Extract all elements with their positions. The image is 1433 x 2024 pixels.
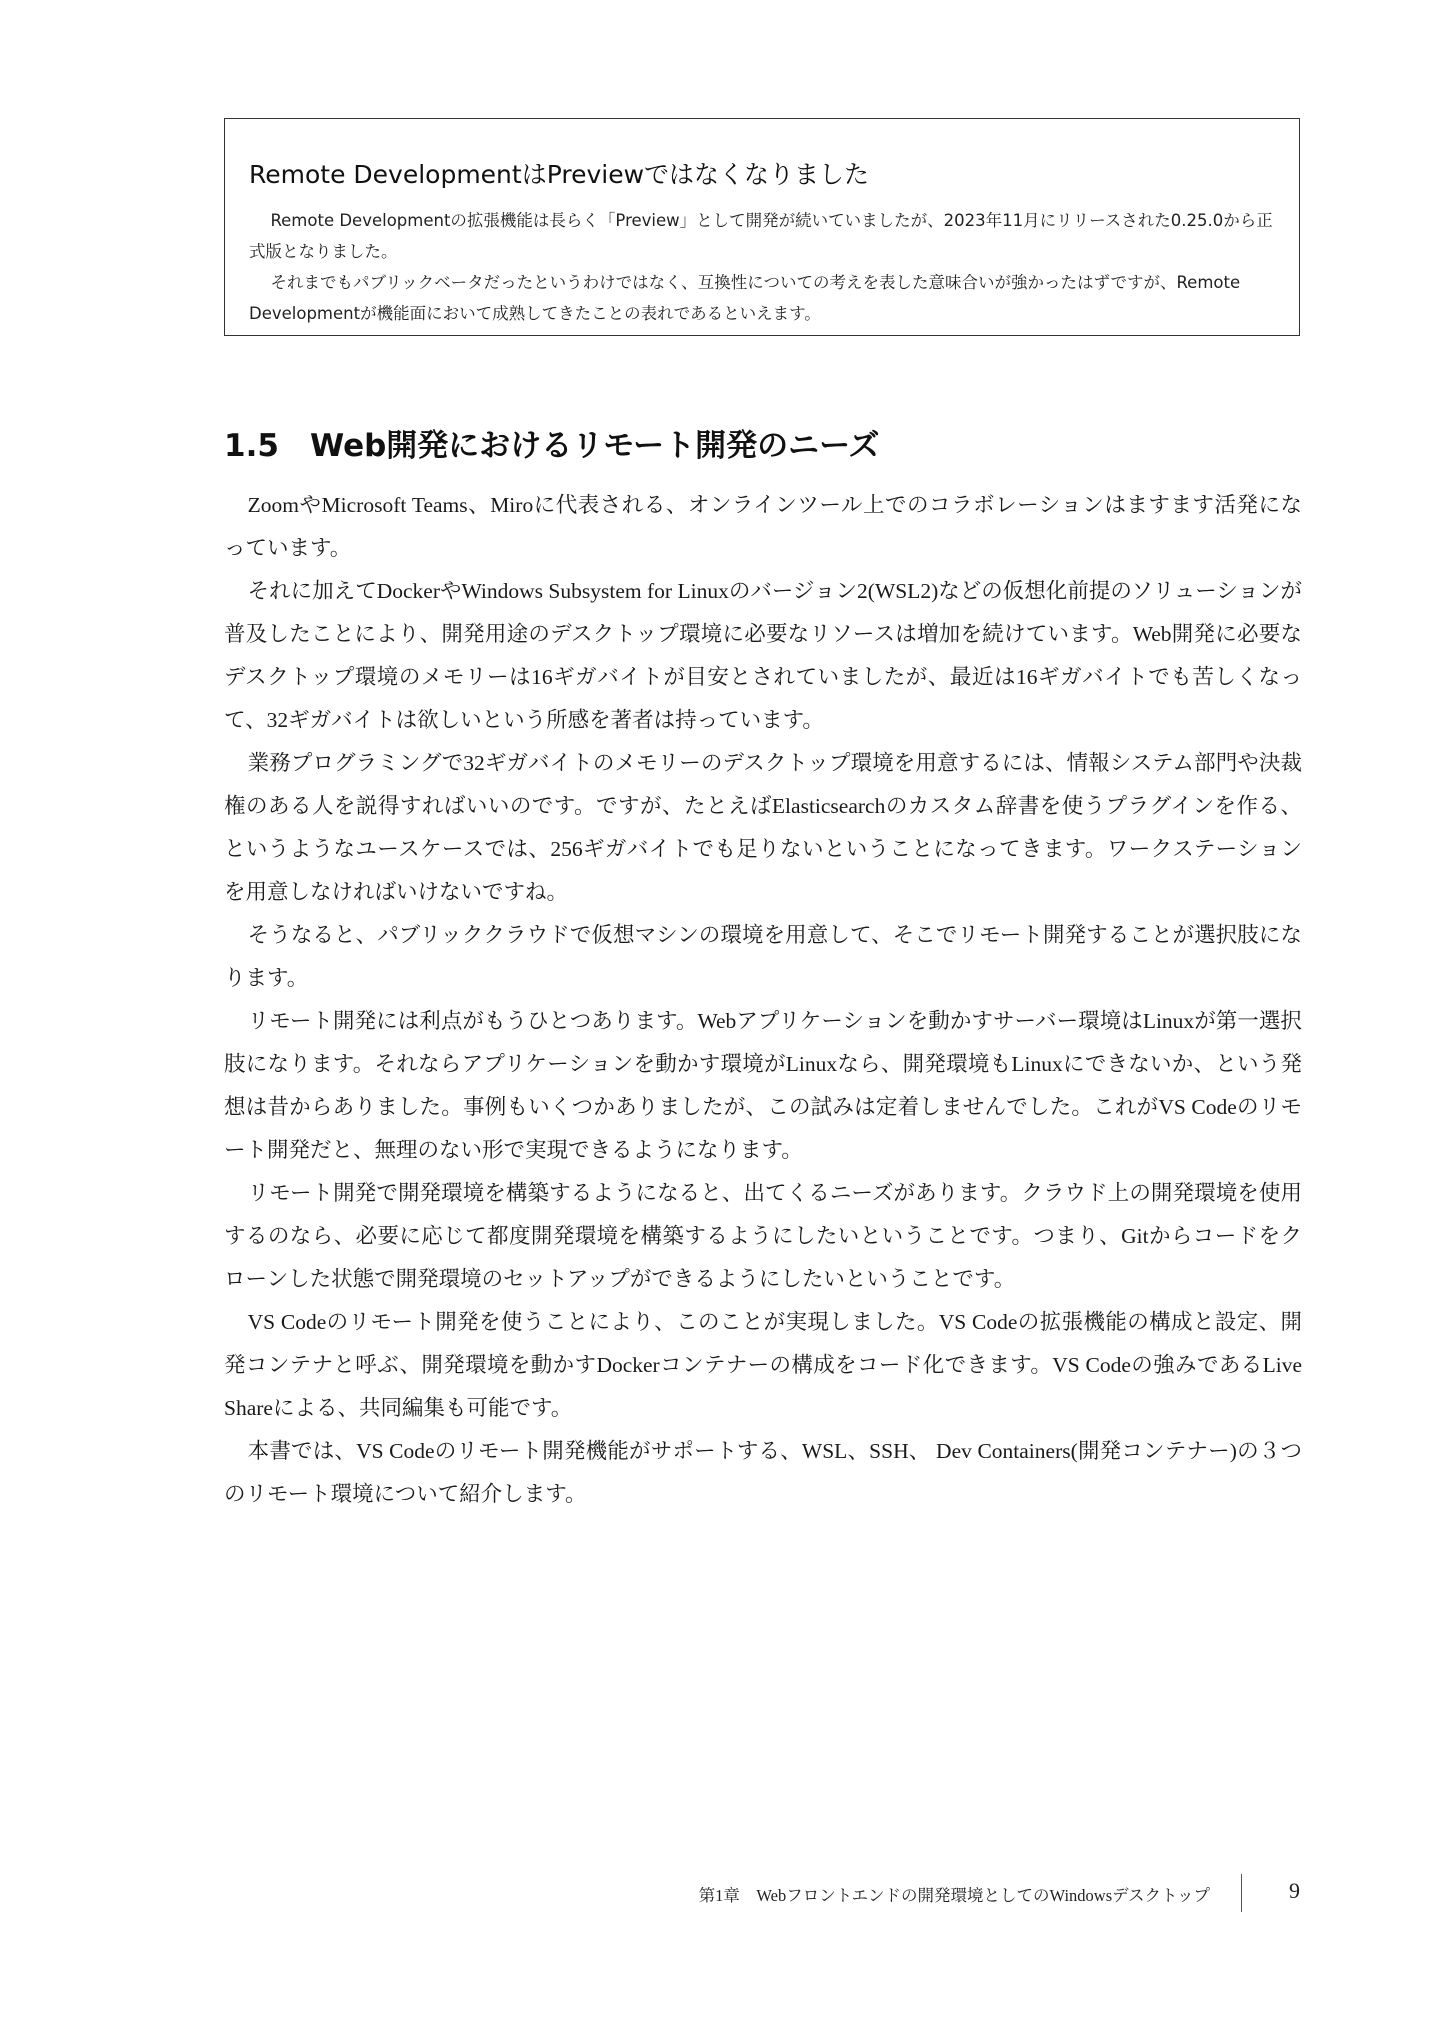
body-paragraph: 本書では、VS Codeのリモート開発機能がサポートする、WSL、SSH、 Dev Containers(開発コンテナー)の３つのリモート環境について紹介します。: [224, 1439, 1302, 1506]
note-paragraph: Remote Developmentの拡張機能は長らく「Preview」として開発が続いていましたが、2023年11月にリリースされた0.25.0から正式版となりました。: [249, 211, 1273, 261]
note-box: [224, 118, 1300, 336]
body-paragraph: VS Codeのリモート開発を使うことにより、このことが実現しました。VS Codeの拡張機能の構成と設定、開発コンテナと呼ぶ、開発環境を動かすDockerコンテナーの構成をコード化できます。VS Codeの強みであるLive Shareによる、共同編集も可能です。: [224, 1310, 1302, 1420]
page-number: 9: [1289, 1878, 1300, 1903]
running-footer-chapter: 第1章 Webフロントエンドの開発環境としてのWindowsデスクトップ: [698, 1886, 1210, 1905]
section-number: 1.5: [224, 428, 279, 464]
body-text: [224, 484, 1302, 1516]
body-paragraph: リモート開発には利点がもうひとつあります。Webアプリケーションを動かすサーバー環境はLinuxが第一選択肢になります。それならアプリケーションを動かす環境がLinuxなら、開発環境もLinuxにできないか、という発想は昔からありました。事例もいくつかありましたが、この試みは定着しませんでした。これがVS Codeのリモート開発だと、無理のない形で実現できるようになります。: [224, 1009, 1302, 1162]
body-paragraph: そうなると、パブリッククラウドで仮想マシンの環境を用意して、そこでリモート開発することが選択肢になります。: [224, 923, 1302, 990]
section-title: Web開発におけるリモート開発のニーズ: [310, 428, 880, 464]
body-paragraph: 業務プログラミングで32ギガバイトのメモリーのデスクトップ環境を用意するには、情報システム部門や決裁権のある人を説得すればいいのです。ですが、たとえばElasticsearchのカスタム辞書を使うプラグインを作る、というようなユースケースでは、256ギガバイトでも足りないということになってきます。ワークステーションを用意しなければいけないですね。: [224, 751, 1302, 904]
section-heading: [224, 420, 1300, 465]
body-paragraph: リモート開発で開発環境を構築するようになると、出てくるニーズがあります。クラウド上の開発環境を使用するのなら、必要に応じて都度開発環境を構築するようにしたいということです。つまり、Gitからコードをクローンした状態で開発環境のセットアップができるようにしたいということです。: [224, 1181, 1302, 1291]
body-paragraph: ZoomやMicrosoft Teams、Miroに代表される、オンラインツール上でのコラボレーションはますます活発になっています。: [224, 493, 1302, 560]
note-title: Remote DevelopmentはPreviewではなくなりました: [249, 160, 870, 189]
footer-divider: [1241, 1874, 1243, 1912]
note-paragraph: それまでもパブリックベータだったというわけではなく、互換性についての考えを表した意味合いが強かったはずですが、Remote Developmentが機能面において成熟してきたことの表れであるといえます。: [249, 273, 1241, 323]
body-paragraph: それに加えてDockerやWindows Subsystem for Linuxのバージョン2(WSL2)などの仮想化前提のソリューションが普及したことにより、開発用途のデスクトップ環境に必要なリソースは増加を続けています。Web開発に必要なデスクトップ環境のメモリーは16ギガバイトが目安とされていましたが、最近は16ギガバイトでも苦しくなって、32ギガバイトは欲しいという所感を著者は持っています。: [224, 579, 1302, 732]
page-footer: [500, 1874, 1300, 1914]
